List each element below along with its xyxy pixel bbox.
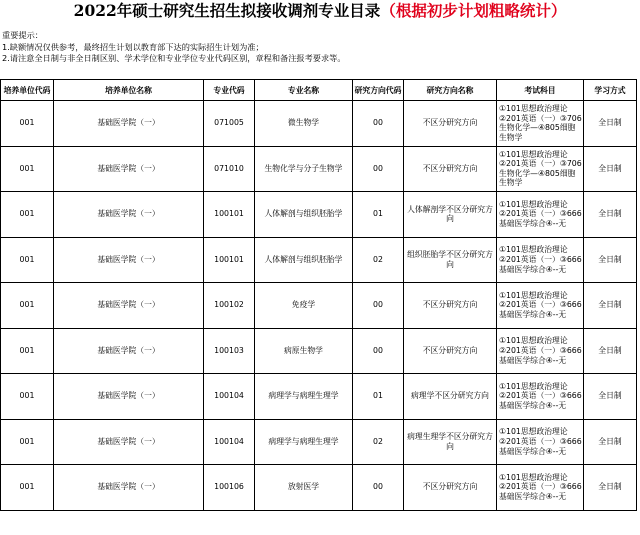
- cell-major-code: 100101: [204, 192, 255, 238]
- cell-subjects: ①101思想政治理论②201英语（一）③666基础医学综合④--无: [497, 419, 584, 465]
- cell-unit-name: 基础医学院（一）: [54, 374, 204, 420]
- cell-dir-code: 01: [353, 192, 404, 238]
- cell-major-code: 100104: [204, 419, 255, 465]
- cell-dir-name: 不区分研究方向: [404, 465, 497, 511]
- cell-major-code: 100102: [204, 283, 255, 329]
- cell-subjects: ①101思想政治理论②201英语（一）③666基础医学综合④--无: [497, 465, 584, 511]
- cell-major-name: 免疫学: [255, 283, 353, 329]
- cell-unit-code: 001: [1, 419, 54, 465]
- table-row: [1, 419, 637, 465]
- cell-unit-name: 基础医学院（一）: [54, 101, 204, 147]
- cell-dir-name: 病理生理学不区分研究方向: [404, 419, 497, 465]
- cell-major-code: 100101: [204, 237, 255, 283]
- header-major-code: 专业代码: [204, 80, 255, 101]
- cell-dir-name: 不区分研究方向: [404, 101, 497, 147]
- header-mode: 学习方式: [584, 80, 637, 101]
- title-note: （根据初步计划粗略统计）: [380, 1, 567, 20]
- cell-unit-name: 基础医学院（一）: [54, 328, 204, 374]
- cell-dir-code: 00: [353, 328, 404, 374]
- header-major-name: 专业名称: [255, 80, 353, 101]
- cell-dir-code: 00: [353, 101, 404, 147]
- cell-subjects: ①101思想政治理论②201英语（一）③666基础医学综合④--无: [497, 237, 584, 283]
- cell-major-name: 病理学与病理生理学: [255, 374, 353, 420]
- cell-major-code: 071005: [204, 101, 255, 147]
- table-row: [1, 283, 637, 329]
- header-unit-code: 培养单位代码: [1, 80, 54, 101]
- cell-major-name: 病原生物学: [255, 328, 353, 374]
- cell-unit-code: 001: [1, 192, 54, 238]
- table-header-row: [1, 80, 637, 101]
- cell-major-name: 微生物学: [255, 101, 353, 147]
- cell-unit-name: 基础医学院（一）: [54, 237, 204, 283]
- cell-mode: 全日制: [584, 192, 637, 238]
- cell-unit-name: 基础医学院（一）: [54, 283, 204, 329]
- cell-dir-name: 组织胚胎学不区分研究方向: [404, 237, 497, 283]
- cell-unit-name: 基础医学院（一）: [54, 146, 204, 192]
- cell-dir-code: 00: [353, 283, 404, 329]
- header-subjects: 考试科目: [497, 80, 584, 101]
- cell-subjects: ①101思想政治理论②201英语（一）③666基础医学综合④--无: [497, 328, 584, 374]
- cell-subjects: ①101思想政治理论②201英语（一）③706生物化学—④805细胞生物学: [497, 146, 584, 192]
- cell-subjects: ①101思想政治理论②201英语（一）③706生物化学—④805细胞生物学: [497, 101, 584, 147]
- cell-mode: 全日制: [584, 328, 637, 374]
- majors-table: [0, 79, 637, 511]
- cell-dir-code: 01: [353, 374, 404, 420]
- cell-mode: 全日制: [584, 419, 637, 465]
- cell-dir-name: 不区分研究方向: [404, 328, 497, 374]
- cell-unit-code: 001: [1, 237, 54, 283]
- cell-unit-code: 001: [1, 374, 54, 420]
- cell-unit-name: 基础医学院（一）: [54, 419, 204, 465]
- cell-mode: 全日制: [584, 237, 637, 283]
- title-main: 2022年硕士研究生招生拟接收调剂专业目录: [73, 1, 381, 20]
- cell-unit-name: 基础医学院（一）: [54, 192, 204, 238]
- cell-major-name: 人体解剖与组织胚胎学: [255, 237, 353, 283]
- cell-subjects: ①101思想政治理论②201英语（一）③666基础医学综合④--无: [497, 192, 584, 238]
- cell-subjects: ①101思想政治理论②201英语（一）③666基础医学综合④--无: [497, 374, 584, 420]
- notes-block: [2, 30, 346, 65]
- cell-major-code: 100104: [204, 374, 255, 420]
- cell-dir-code: 00: [353, 465, 404, 511]
- table-row: [1, 192, 637, 238]
- cell-unit-code: 001: [1, 328, 54, 374]
- cell-dir-code: 02: [353, 237, 404, 283]
- header-dir-name: 研究方向名称: [404, 80, 497, 101]
- cell-major-name: 生物化学与分子生物学: [255, 146, 353, 192]
- notes-item-1: 1.缺额情况仅供参考，最终招生计划以教育部下达的实际招生计划为准；: [2, 41, 264, 52]
- table-row: [1, 374, 637, 420]
- cell-unit-code: 001: [1, 465, 54, 511]
- cell-unit-code: 001: [1, 146, 54, 192]
- cell-mode: 全日制: [584, 283, 637, 329]
- cell-major-name: 人体解剖与组织胚胎学: [255, 192, 353, 238]
- cell-mode: 全日制: [584, 146, 637, 192]
- notes-heading: 重要提示：: [2, 30, 43, 40]
- cell-subjects: ①101思想政治理论②201英语（一）③666基础医学综合④--无: [497, 283, 584, 329]
- table-row: [1, 237, 637, 283]
- cell-unit-code: 001: [1, 283, 54, 329]
- cell-major-name: 病理学与病理生理学: [255, 419, 353, 465]
- cell-major-name: 放射医学: [255, 465, 353, 511]
- table-row: [1, 328, 637, 374]
- cell-major-code: 100103: [204, 328, 255, 374]
- cell-dir-code: 00: [353, 146, 404, 192]
- cell-dir-code: 02: [353, 419, 404, 465]
- cell-dir-name: 病理学不区分研究方向: [404, 374, 497, 420]
- cell-unit-name: 基础医学院（一）: [54, 465, 204, 511]
- cell-dir-name: 人体解剖学不区分研究方向: [404, 192, 497, 238]
- table-row: [1, 146, 637, 192]
- header-dir-code: 研究方向代码: [353, 80, 404, 101]
- cell-mode: 全日制: [584, 374, 637, 420]
- cell-mode: 全日制: [584, 101, 637, 147]
- table-row: [1, 465, 637, 511]
- cell-major-code: 100106: [204, 465, 255, 511]
- header-unit-name: 培养单位名称: [54, 80, 204, 101]
- table-row: [1, 101, 637, 147]
- cell-unit-code: 001: [1, 101, 54, 147]
- page-title: [0, 0, 640, 22]
- notes-item-2: 2.请注意全日制与非全日制区别、学术学位和专业学位专业代码区别，章程和备注报考要求等。: [2, 53, 346, 63]
- cell-dir-name: 不区分研究方向: [404, 283, 497, 329]
- cell-major-code: 071010: [204, 146, 255, 192]
- cell-mode: 全日制: [584, 465, 637, 511]
- cell-dir-name: 不区分研究方向: [404, 146, 497, 192]
